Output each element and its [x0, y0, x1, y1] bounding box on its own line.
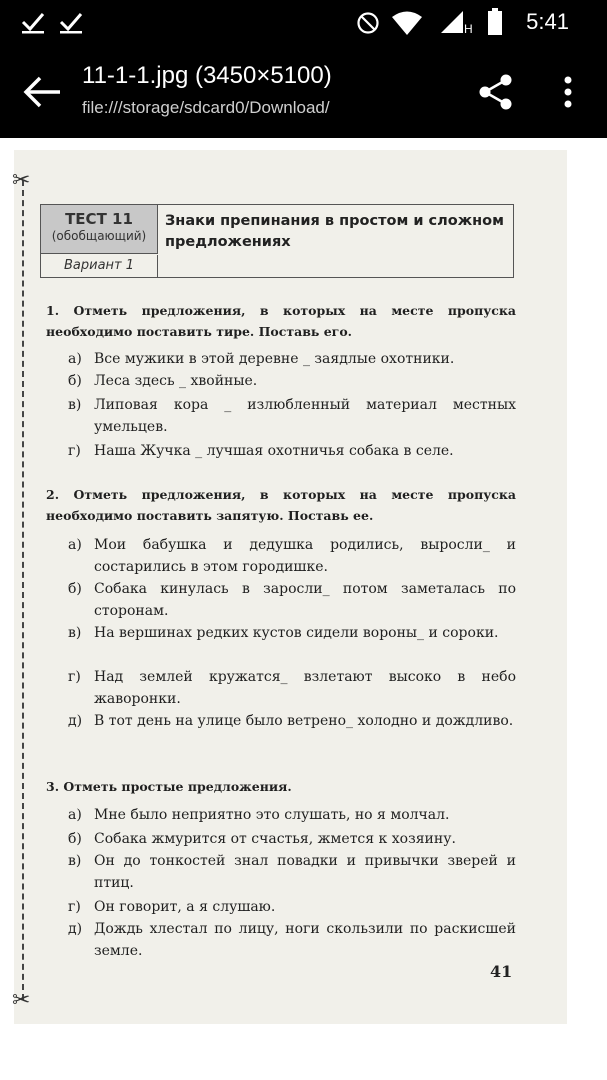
option-item	[68, 578, 516, 622]
option-text: Липовая кора _ излюбленный материал местных умельцев.	[94, 397, 516, 435]
option-letter: г)	[68, 669, 81, 685]
network-type-label: H	[464, 22, 473, 36]
option-text: Собака кинулась в заросли_ потом заметалась по сторонам.	[94, 581, 516, 619]
option-item	[68, 666, 516, 710]
option-letter: б)	[68, 831, 82, 847]
app-toolbar	[0, 46, 607, 138]
scissors-icon: ✂	[12, 168, 31, 193]
back-arrow-icon[interactable]	[18, 70, 64, 116]
option-letter: а)	[68, 537, 82, 553]
test-label: ТЕСТ 11	[65, 210, 133, 228]
test-type: (обобщающий)	[51, 229, 147, 243]
image-title: 11-1-1.jpg (3450×5100)	[82, 62, 332, 89]
battery-icon	[487, 8, 503, 36]
option-letter: в)	[68, 397, 82, 413]
option-item	[68, 534, 516, 578]
option-item	[68, 850, 516, 894]
share-icon[interactable]	[476, 72, 516, 112]
option-text: Мои бабушка и дедушка родились, выросли_ и состарились в этом городишке.	[94, 537, 516, 575]
option-item	[68, 440, 516, 462]
status-bar	[0, 0, 607, 46]
option-text: Он говорит, а я слушаю.	[94, 899, 276, 915]
worksheet-page	[14, 150, 567, 1024]
variant-label: Вариант 1	[41, 255, 158, 277]
clock: 5:41	[526, 9, 569, 34]
check-icon	[58, 10, 84, 34]
page-number: 41	[490, 962, 513, 981]
question-2: 2. Отметь предложения, в которых на месте пропуска необходимо поставить запятую. Поставь ее.	[46, 487, 516, 523]
option-text: Все мужики в этой деревне _ заядлые охотники.	[94, 351, 455, 367]
option-text: Мне было неприятно это слушать, но я молчал.	[94, 807, 450, 823]
option-item	[68, 394, 516, 438]
cut-line	[22, 180, 24, 1000]
option-item	[68, 828, 516, 850]
option-letter: д)	[68, 921, 83, 937]
option-item	[68, 918, 516, 962]
option-text: Леса здесь _ хвойные.	[94, 373, 258, 389]
more-vert-icon[interactable]	[554, 72, 582, 112]
option-item	[68, 348, 516, 370]
test-label-box	[41, 205, 158, 254]
check-icon	[20, 10, 46, 34]
option-item	[68, 710, 516, 732]
image-path: file:///storage/sdcard0/Download/	[82, 98, 330, 117]
option-letter: г)	[68, 899, 81, 915]
do-not-disturb-icon	[356, 11, 380, 35]
option-text: Дождь хлестал по лицу, ноги скользили по раскисшей земле.	[94, 921, 516, 959]
option-letter: в)	[68, 853, 82, 869]
option-letter: б)	[68, 581, 82, 597]
option-text: Собака жмурится от счастья, жмется к хозяину.	[94, 831, 456, 847]
question-3: 3. Отметь простые предложения.	[46, 779, 292, 794]
option-item	[68, 804, 516, 826]
option-letter: д)	[68, 713, 83, 729]
option-letter: а)	[68, 807, 82, 823]
image-viewer[interactable]	[0, 138, 607, 1080]
option-item	[68, 370, 516, 392]
option-text: На вершинах редких кустов сидели вороны_ и сороки.	[94, 625, 499, 641]
option-letter: а)	[68, 351, 82, 367]
option-text: Он до тонкостей знал повадки и привычки зверей и птиц.	[94, 853, 516, 891]
question-1: 1. Отметь предложения, в которых на месте пропуска необходимо поставить тире. Поставь его.	[46, 303, 516, 339]
test-title: Знаки препинания в простом и сложном предложениях	[165, 213, 504, 250]
option-text: Над землей кружатся_ взлетают высоко в небо жаворонки.	[94, 669, 516, 707]
option-letter: б)	[68, 373, 82, 389]
test-header	[40, 204, 514, 278]
option-item	[68, 622, 516, 644]
signal-icon	[440, 10, 464, 34]
option-letter: г)	[68, 443, 81, 459]
wifi-icon	[391, 10, 423, 36]
option-text: Наша Жучка _ лучшая охотничья собака в селе.	[94, 443, 454, 459]
option-letter: в)	[68, 625, 82, 641]
scissors-icon: ✂	[12, 988, 31, 1013]
option-text: В тот день на улице было ветрено_ холодно и дождливо.	[94, 713, 514, 729]
option-item	[68, 896, 516, 918]
